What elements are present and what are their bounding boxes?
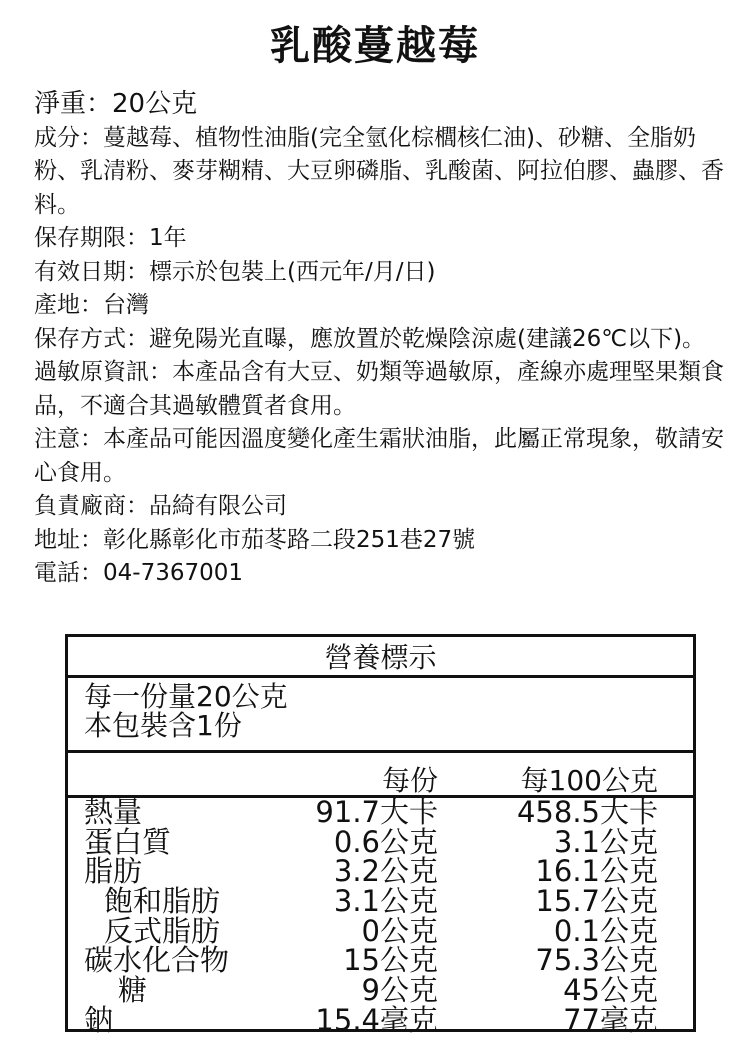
- ingredients: 成分：蔓越莓、植物性油脂(完全氫化棕櫚核仁油)、砂糖、全脂奶粉、乳清粉、麥芽糊精、大豆卵磷脂、乳酸菌、阿拉伯膠、蟲膠、香料。: [34, 124, 724, 218]
- nutrition-facts-table: [65, 634, 696, 1037]
- expiry-date: 有效日期：標示於包裝上(西元年/月/日): [34, 258, 436, 285]
- servings-per-package: 本包裝含1份: [84, 709, 242, 742]
- serving-info: [68, 678, 693, 753]
- nutrient-label: 鈉: [84, 1002, 114, 1037]
- column-headers: [68, 753, 693, 798]
- header-per-100g: 每100公克: [520, 764, 658, 797]
- address: 地址：彰化縣彰化市茄苳路二段251巷27號: [34, 526, 476, 553]
- nutrient-per-100g: 3.1公克: [553, 824, 658, 859]
- nutrient-per-100g: 458.5大卡: [516, 795, 658, 829]
- nutrition-title: 營養標示: [68, 637, 693, 678]
- product-title: 乳酸蔓越莓: [270, 23, 480, 69]
- nutrient-per-serving: 9公克: [361, 973, 438, 1008]
- nutrient-per-100g: 45公克: [563, 973, 658, 1008]
- nutrient-label: 飽和脂肪: [104, 884, 221, 919]
- nutrient-label: 熱量: [84, 795, 143, 829]
- nutrient-per-100g: 15.7公克: [535, 884, 658, 919]
- nutrient-per-serving: 0公克: [361, 913, 438, 948]
- nutrient-row-sugar: [68, 973, 693, 1008]
- nutrient-per-100g: 75.3公克: [535, 943, 658, 978]
- nutrient-label: 碳水化合物: [84, 943, 230, 978]
- nutrient-row-trans-fat: [68, 913, 693, 948]
- manufacturer: 負責廠商：品綺有限公司: [34, 493, 287, 519]
- nutrient-row-energy: [68, 795, 693, 829]
- nutrient-label: 蛋白質: [84, 824, 172, 859]
- nutrient-per-100g: 16.1公克: [535, 854, 658, 889]
- nutrient-per-100g: 77毫克: [563, 1002, 658, 1037]
- product-info: [34, 88, 734, 591]
- nutrient-row-saturated-fat: [68, 884, 693, 919]
- nutrient-row-carbohydrate: [68, 943, 693, 978]
- nutrient-label: 糖: [118, 973, 148, 1008]
- notice: 注意：本產品可能因溫度變化產生霜狀油脂，此屬正常現象，敬請安心食用。: [34, 426, 724, 486]
- shelf-life: 保存期限：1年: [34, 225, 187, 251]
- nutrient-per-serving: 91.7大卡: [315, 795, 438, 829]
- nutrient-row-protein: [68, 824, 693, 859]
- nutrient-per-serving: 0.6公克: [333, 824, 438, 859]
- nutrient-row-fat: [68, 854, 693, 889]
- phone: 電話：04-7367001: [34, 560, 243, 586]
- nutrient-per-100g: 0.1公克: [553, 913, 658, 948]
- nutrient-label: 脂肪: [84, 854, 143, 889]
- net-weight: 淨重：20公克: [34, 89, 198, 119]
- nutrient-row-sodium: [68, 1002, 693, 1037]
- origin: 產地：台灣: [34, 292, 149, 318]
- nutrient-per-serving: 15公克: [343, 943, 438, 978]
- storage-method: 保存方式：避免陽光直曝，應放置於乾燥陰涼處(建議26℃以下)。: [34, 325, 706, 352]
- nutrient-per-serving: 3.2公克: [333, 854, 438, 889]
- serving-size: 每一份量20公克: [84, 680, 288, 713]
- nutrient-rows: [68, 795, 693, 1037]
- header-per-serving: 每份: [381, 764, 438, 797]
- nutrient-per-serving: 15.4毫克: [315, 1002, 438, 1037]
- allergen-info: 過敏原資訊：本產品含有大豆、奶類等過敏原，產線亦處理堅果類食品，不適合其過敏體質者食用。: [34, 359, 724, 419]
- nutrient-per-serving: 3.1公克: [333, 884, 438, 919]
- nutrient-label: 反式脂肪: [104, 913, 221, 948]
